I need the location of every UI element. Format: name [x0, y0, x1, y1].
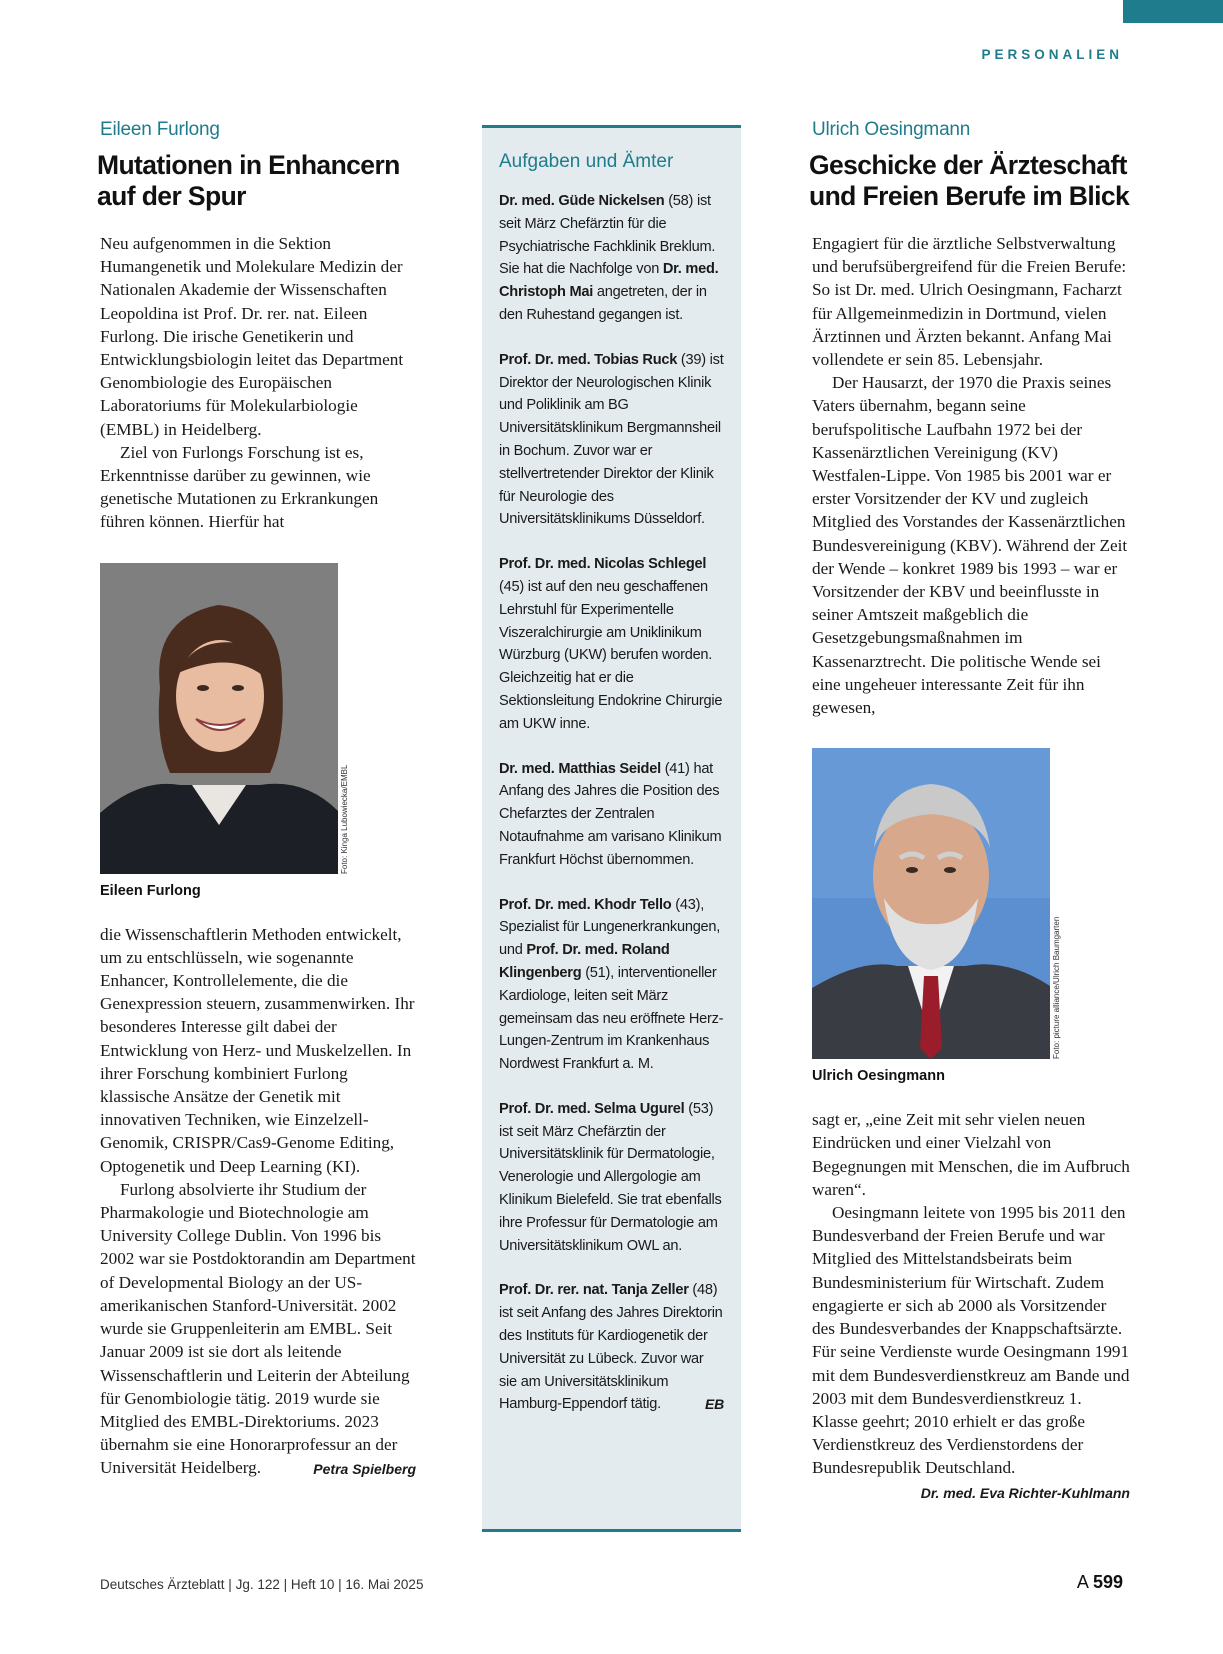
appointment-entry	[499, 190, 724, 327]
person-name: Prof. Dr. med. Selma Ugurel	[499, 1100, 685, 1117]
footer-page	[1077, 1572, 1123, 1593]
article-body-top	[100, 232, 416, 534]
headline-line-1: Mutationen in Enhancern	[97, 150, 400, 180]
portrait-photo-oesingmann	[812, 748, 1050, 1059]
photo-caption: Ulrich Oesingmann	[812, 1068, 945, 1085]
author-byline: Dr. med. Eva Richter-Kuhlmann	[920, 1484, 1130, 1501]
paragraph-text: Furlong absolvierte ihr Studium der Pharmakologie und Biotechnologie am University College Dublin. Von 1996 bis 2002 war sie Postdoktorandin am Department of Developmental Biology an der US-amerikanischen Stanford-Universität. 2002 wurde sie Gruppenleiterin am EMBL. Seit Januar 2009 ist sie dort als leitende Wissenschaftlerin und Leiterin der Abteilung für Genombiologie tätig. 2019 wurde sie Mitglied des EMBL-Direktoriums. 2023 übernahm sie eine Honorarprofessur an der Universität Heidelberg.	[100, 1179, 416, 1478]
article-body-top	[812, 232, 1130, 719]
portrait-figure	[100, 563, 416, 874]
article-headline	[97, 150, 416, 212]
sidebar-title: Aufgaben und Ämter	[499, 151, 674, 172]
headline-line-2: und Freien Berufe im Blick	[809, 181, 1130, 211]
person-name: Prof. Dr. med. Nicolas Schlegel	[499, 556, 707, 573]
entry-text: (58) ist seit März Chefärztin für die Psychiatrische Fachklinik Breklum. Sie hat die Nachfolge von	[499, 193, 716, 278]
person-name: Prof. Dr. med. Khodr Tello	[499, 896, 672, 913]
person-name: Dr. med. Güde Nickelsen	[499, 193, 665, 209]
paragraph: Der Hausarzt, der 1970 die Praxis seines Vaters übernahm, begann seine berufspolitische Laufbahn 1972 bei der Kassenärztlichen Vereinigung (KV) Westfalen-Lippe. Von 1985 bis 2001 war er erster Vorsitzender der KV und zugleich Mitglied des Vorstandes der Kassenärztlichen Bundesvereinigung (KBV). Während der Zeit der Wende – konkret 1989 bis 1993 – war er Vorsitzender der KBV und beeinflusste in seiner Amtszeit maßgeblich die Gesetzgebungsmaßnahmen im Kassenarztrecht. Die politische Wende sei eine ungeheuer interessante Zeit für ihn gewesen,	[812, 373, 1128, 718]
entry-text: (39) ist Direktor der Neurologischen Klinik und Poliklinik am BG Universitätsklinikum Bergmannsheil in Bochum. Zuvor war er stellvertretender Direktor der Klinik für Neurologie des Universitätsklinikums Düsseldorf.	[499, 351, 724, 528]
photo-credit: Foto: Kinga Lubowiecka/EMBL	[340, 764, 349, 874]
article-kicker: Eileen Furlong	[100, 119, 220, 140]
entry-text: angetreten, der in den Ruhestand gegangen ist.	[499, 284, 707, 323]
page-prefix: A	[1076, 1572, 1088, 1592]
article-headline	[809, 150, 1130, 212]
paragraph-text: Oesingmann leitete von 1995 bis 2011 den Bundesverband der Freien Berufe und war Mitglied des Mittelstandsbeirats beim Bundesministerium für Wirtschaft. Zudem engagierte er sich ab 2000 als Vorsitzender des Bundesverbandes der Knappschaftsärzte. Für seine Verdienste wurde Oesingmann 1991 mit dem Bundesverdienstkreuz am Bande und 2003 mit dem Bundesverdienstkreuz 1. Klasse geehrt; 2010 erhielt er das große Verdienstkreuz des Verdienstordens der Bundesrepublik Deutschland.	[812, 1203, 1130, 1478]
paragraph: Neu aufgenommen in die Sektion Humangenetik und Molekulare Medizin der Nationalen Akademie der Wissenschaften Leopoldina ist Prof. Dr. rer. nat. Eileen Furlong. Die irische Genetikerin und Entwicklungsbiologin leitet das Department Genombiologie des Europäischen Laboratoriums für Molekularbiologie (EMBL) in Heidelberg.	[100, 234, 404, 439]
photo-caption: Eileen Furlong	[100, 882, 201, 899]
corner-color-tab	[1123, 0, 1223, 23]
footer-journal: Deutsches Ärzteblatt | Jg. 122 | Heft 10 | 16. Mai 2025	[100, 1577, 424, 1592]
author-byline: Petra Spielberg	[313, 1461, 416, 1478]
person-name: Prof. Dr. rer. nat. Tanja Zeller	[499, 1282, 689, 1299]
appointment-entry	[499, 553, 724, 735]
paragraph	[812, 1201, 1130, 1501]
paragraph: die Wissenschaftlerin Methoden entwickelt, um zu entschlüsseln, wie sogenannte Enhancer, Kontrollelemente, die die Genexpression steuern, zusammenwirken. Ihr besonderes Interesse gilt dabei der Entwicklung von Herz- und Muskelzellen. In ihrer Forschung kombiniert Furlong klassische Ansätze der Genetik mit innovativen Techniken, wie Einzelzell-Genomik, CRISPR/Cas9-Genome Editing, Optogenetik und Deep Learning (KI).	[100, 924, 415, 1176]
section-label: PERSONALIEN	[981, 47, 1123, 62]
sidebar-signature: EB	[705, 1396, 724, 1413]
article-kicker: Ulrich Oesingmann	[812, 119, 971, 140]
paragraph	[100, 1178, 416, 1480]
article-body-bottom	[100, 923, 416, 1480]
entry-text: (53) ist seit März Chefärztin der Universitätsklinik für Dermatologie, Venerologie und Allergologie am Klinikum Bielefeld. Sie trat ebenfalls ihre Professur für Dermatologie am Universitätsklinikum OWL an.	[499, 1100, 722, 1254]
person-name: Prof. Dr. med. Tobias Ruck	[499, 351, 678, 368]
headline-line-2: auf der Spur	[97, 181, 246, 211]
appointment-entry	[499, 1098, 724, 1258]
entry-text: (41) hat Anfang des Jahres die Position des Chefarztes der Zentralen Notaufnahme am varisano Klinikum Frankfurt Höchst übernommen.	[499, 760, 722, 868]
photo-credit: Foto: picture alliance/Ulrich Baumgarten	[1052, 916, 1061, 1060]
appointment-entry	[499, 894, 724, 1076]
page-number: 599	[1092, 1572, 1123, 1592]
sidebar-appointments	[482, 125, 741, 1532]
person-name: Dr. med. Matthias Seidel	[499, 760, 661, 777]
article-body-bottom	[812, 1108, 1130, 1501]
entry-text: (48) ist seit Anfang des Jahres Direktorin des Instituts für Kardiogenetik der Universität zu Lübeck. Zuvor war sie am Universitätsklinikum Hamburg-Eppendorf tätig.	[499, 1282, 723, 1413]
portrait-figure	[812, 748, 1130, 1059]
headline-line-1: Geschicke der Ärzteschaft	[809, 150, 1127, 180]
appointment-entry	[499, 758, 724, 872]
appointment-entry	[499, 349, 724, 531]
person-name: Prof. Dr. med. Roland Klingenberg	[499, 942, 670, 981]
person-name: Dr. med. Christoph Mai	[499, 261, 719, 301]
portrait-photo-furlong	[100, 563, 338, 874]
paragraph: Ziel von Furlongs Forschung ist es, Erkenntnisse darüber zu gewinnen, wie genetische Mutationen zu Erkrankungen führen können. Hierfür hat	[100, 442, 379, 532]
article-oesingmann	[809, 118, 1130, 1505]
paragraph: Engagiert für die ärztliche Selbstverwaltung und berufsübergreifend für die Freien Berufe: So ist Dr. med. Ulrich Oesingmann, Facharzt für Allgemeinmedizin in Dortmund, vielen Ärztinnen und Ärzten bekannt. Anfang Mai vollendete er sein 85. Lebensjahr.	[812, 234, 1127, 370]
entry-text: (43), Spezialist für Lungenerkrankungen, und	[499, 896, 721, 959]
appointment-entry	[499, 1279, 724, 1416]
entry-text: (45) ist auf den neu geschaffenen Lehrstuhl für Experimentelle Viszeralchirurgie am Uniklinikum Würzburg (UKW) berufen worden. Gleichzeitig hat er die Sektionsleitung Endokrine Chirurgie am UKW inne.	[499, 578, 723, 732]
article-furlong	[97, 118, 416, 1482]
entry-text: (51), interventioneller Kardiologe, leiten seit März gemeinsam das neu eröffnete Herz-Lungen-Zentrum im Krankenhaus Nordwest Frankfurt a. M.	[499, 964, 724, 1073]
paragraph: sagt er, „eine Zeit mit sehr vielen neuen Eindrücken und einer Vielzahl von Begegnungen mit Menschen, die im Aufbruch waren“.	[812, 1110, 1130, 1199]
